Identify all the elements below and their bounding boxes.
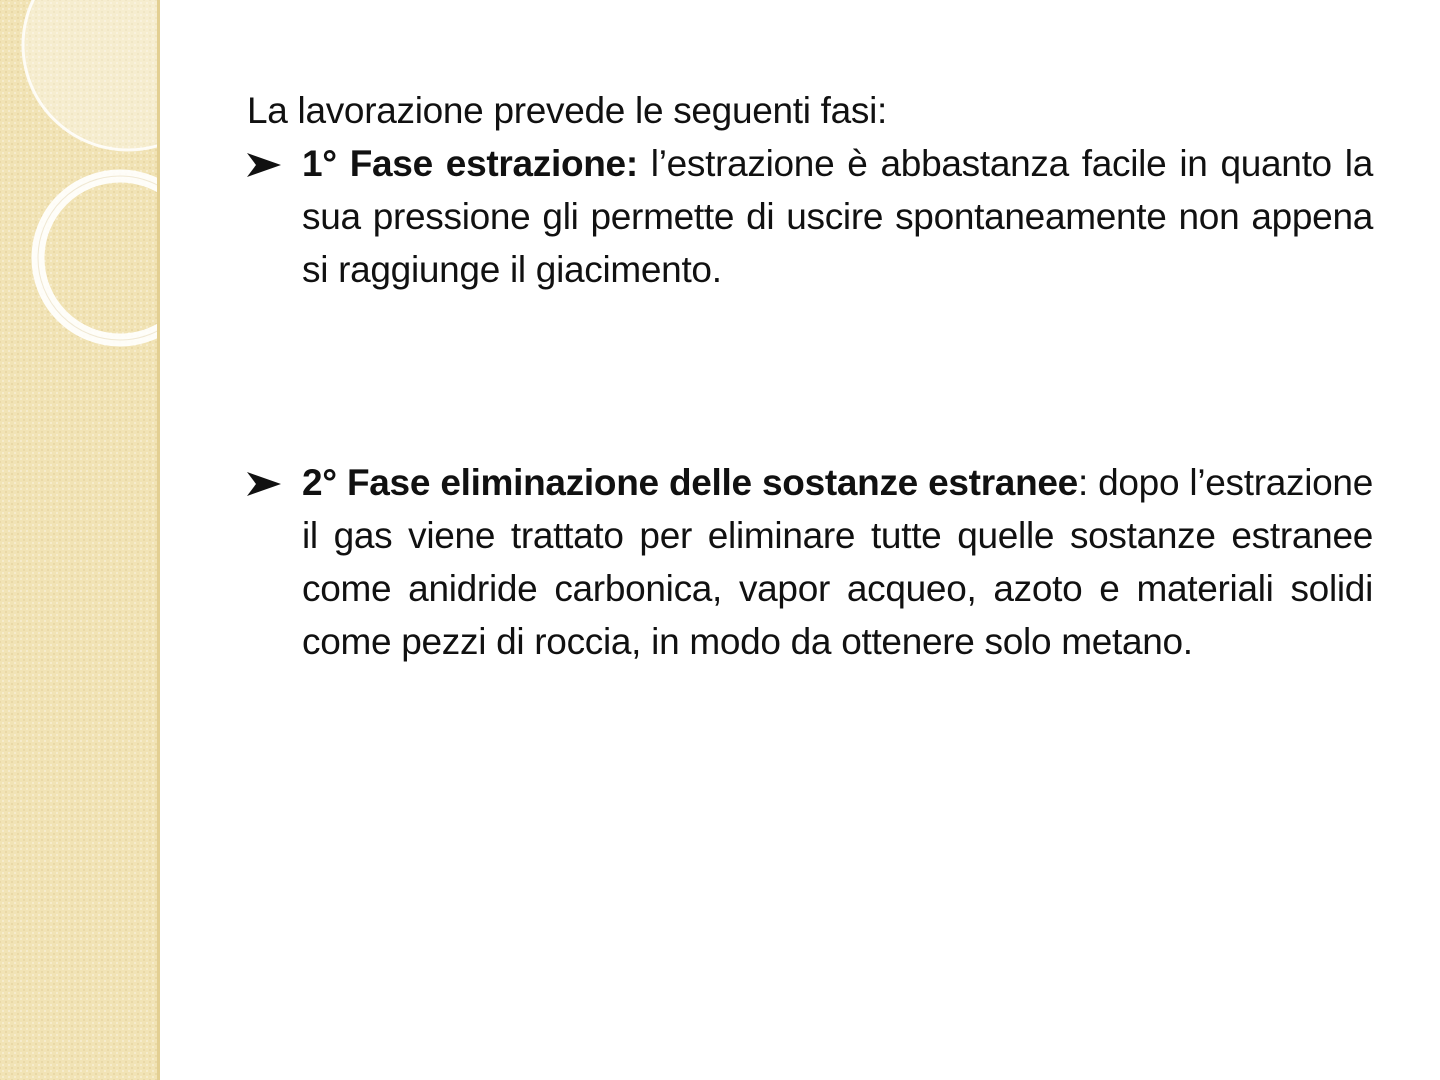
phase-title: 2° Fase eliminazione delle sostanze estranee bbox=[302, 462, 1078, 503]
decorative-side-panel bbox=[0, 0, 160, 1080]
slide-content bbox=[247, 84, 1373, 668]
phase-item-extraction bbox=[247, 137, 1373, 296]
arrowhead-bullet-icon bbox=[247, 472, 281, 496]
phase-description: : dopo l’estrazione il gas viene trattato per eliminare tutte quelle sostanze estranee come anidride carbonica, vapor acqueo, azoto e materiali solidi come pezzi di roccia, in modo da ottenere solo metano. bbox=[302, 462, 1373, 662]
phase-title: 1° Fase estrazione: bbox=[302, 143, 638, 184]
decorative-rings bbox=[0, 0, 160, 1080]
arrowhead-bullet-icon bbox=[247, 153, 281, 177]
intro-text: La lavorazione prevede le seguenti fasi: bbox=[247, 90, 888, 131]
phase-item-purification bbox=[247, 456, 1373, 668]
phase-description: l’estrazione è abbastanza facile in quanto la sua pressione gli permette di uscire spontaneamente non appena si raggiunge il giacimento. bbox=[302, 143, 1373, 290]
